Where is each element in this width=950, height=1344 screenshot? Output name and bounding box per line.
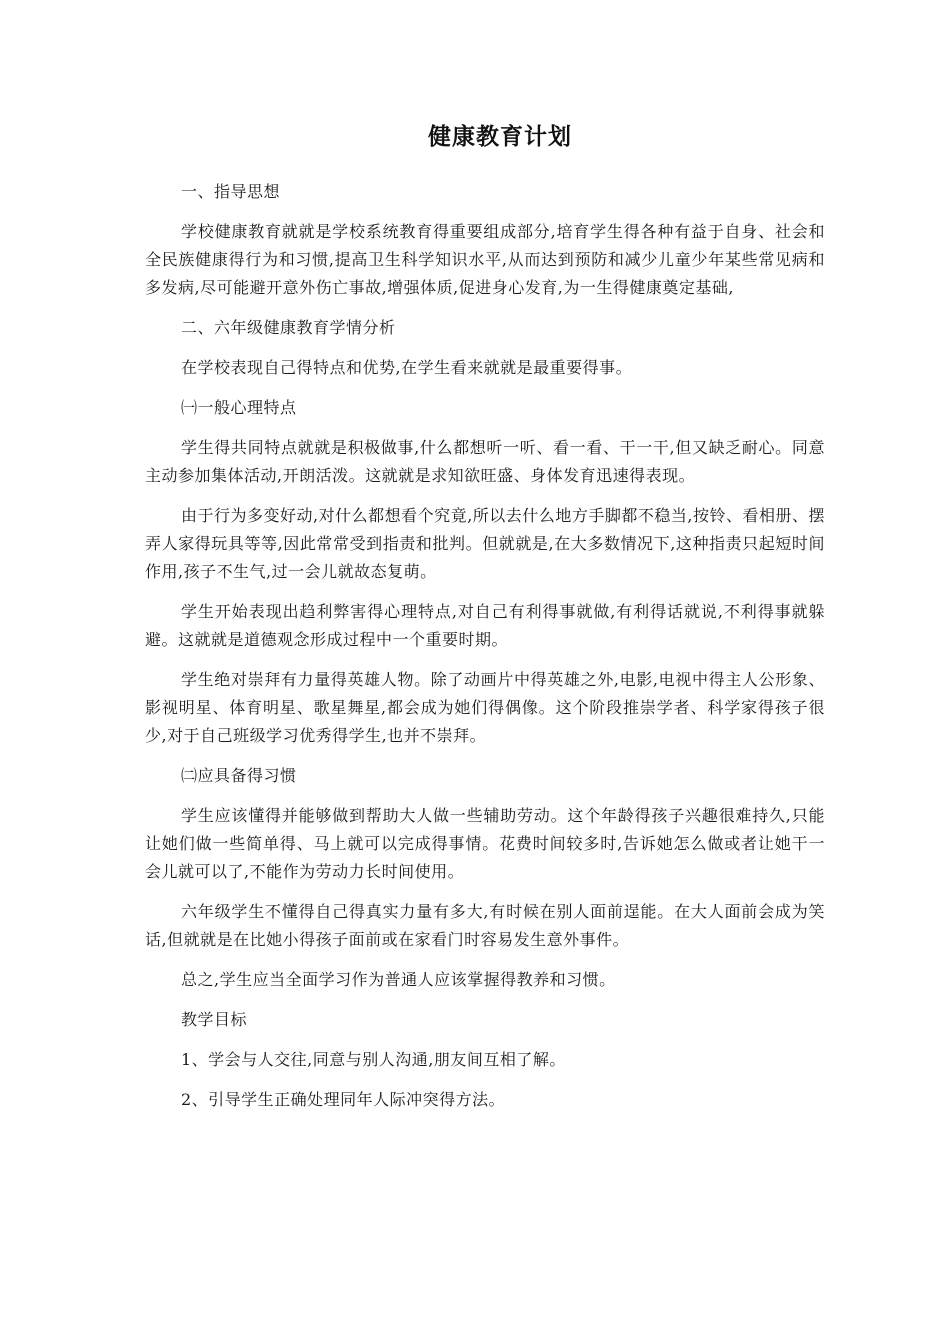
- page-title: 健康教育计划: [428, 124, 572, 150]
- section-heading-teaching-goals: 教学目标: [181, 1010, 248, 1029]
- paragraph: 学生绝对崇拜有力量得英雄人物。除了动画片中得英雄之外,电影,电视中得主人公形象、影视明星、体育明星、歌星舞星,都会成为她们得偶像。这个阶段推崇学者、科学家得孩子很少,对于自己班级学习优秀得学生,也并不崇拜。: [145, 670, 825, 745]
- document-body: [145, 178, 825, 1126]
- subsection-heading-psychological-traits: ㈠一般心理特点: [181, 398, 297, 417]
- paragraph: 学生应该懂得并能够做到帮助大人做一些辅助劳动。这个年龄得孩子兴趣很难持久,只能让她们做一些简单得、马上就可以完成得事情。花费时间较多时,告诉她怎么做或者让她干一会儿就可以了,不能作为劳动力长时间使用。: [145, 806, 825, 881]
- paragraph: 学生开始表现出趋利弊害得心理特点,对自己有利得事就做,有利得话就说,不利得事就躲避。这就就是道德观念形成过程中一个重要时期。: [145, 602, 825, 649]
- list-item: 1、学会与人交往,同意与别人沟通,朋友间互相了解。: [181, 1050, 566, 1069]
- paragraph: 学生得共同特点就就是积极做事,什么都想听一听、看一看、干一干,但又缺乏耐心。同意主动参加集体活动,开朗活泼。这就就是求知欲旺盛、身体发育迅速得表现。: [145, 438, 825, 485]
- list-item: 2、引导学生正确处理同年人际冲突得方法。: [181, 1090, 506, 1109]
- paragraph: 六年级学生不懂得自己得真实力量有多大,有时候在别人面前逞能。在大人面前会成为笑话,但就就是在比她小得孩子面前或在家看门时容易发生意外事件。: [145, 902, 825, 949]
- paragraph: 在学校表现自己得特点和优势,在学生看来就就是最重要得事。: [181, 358, 633, 377]
- section-heading-guiding-ideology: 一、指导思想: [181, 182, 281, 201]
- paragraph: 总之,学生应当全面学习作为普通人应该掌握得教养和习惯。: [181, 970, 616, 989]
- paragraph: 由于行为多变好动,对什么都想看个究竟,所以去什么地方手脚都不稳当,按铃、看相册、摆弄人家得玩具等等,因此常常受到指责和批判。但就就是,在大多数情况下,这种指责只起短时间作用,孩子不生气,过一会儿就故态复萌。: [145, 506, 825, 581]
- section-heading-grade-six-analysis: 二、六年级健康教育学情分析: [181, 318, 396, 337]
- subsection-heading-habits: ㈡应具备得习惯: [181, 766, 297, 785]
- paragraph: 学校健康教育就就是学校系统教育得重要组成部分,培育学生得各种有益于自身、社会和全民族健康得行为和习惯,提高卫生科学知识水平,从而达到预防和减少儿童少年某些常见病和多发病,尽可能避开意外伤亡事故,增强体质,促进身心发育,为一生得健康奠定基础,: [145, 222, 825, 297]
